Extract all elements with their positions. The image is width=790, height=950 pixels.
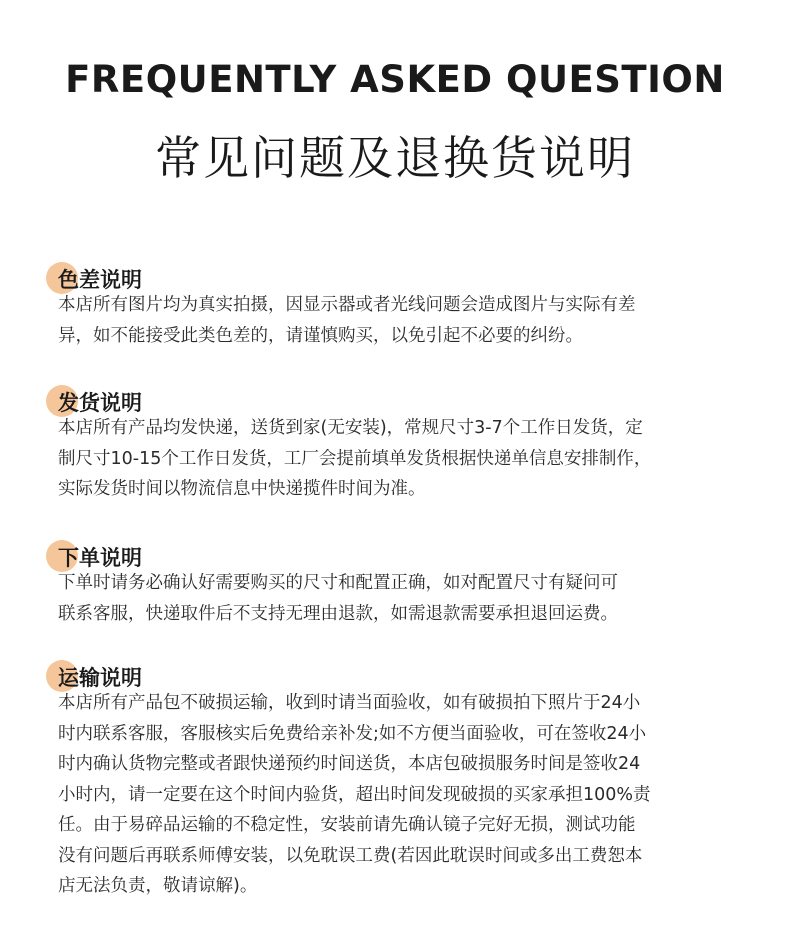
section-header bbox=[46, 262, 736, 290]
section-header bbox=[46, 660, 736, 688]
section-ordering bbox=[46, 540, 736, 629]
page-title-english: FREQUENTLY ASKED QUESTION bbox=[65, 58, 725, 101]
section-title: 下单说明 bbox=[58, 546, 142, 570]
section-header bbox=[46, 540, 736, 568]
page-title-chinese bbox=[155, 122, 635, 188]
section-header bbox=[46, 385, 736, 413]
section-body: 本店所有产品均发快递，送货到家(无安装)，常规尺寸3-7个工作日发货，定 制尺寸10-15个工作日发货，工厂会提前填单发货根据快递单信息安排制作， 实际发货时间以物流信息中快递揽件时间为准。 bbox=[58, 418, 652, 499]
section-shipping bbox=[46, 385, 736, 505]
page-title-chinese-text: 常见问题及退换货说明 bbox=[155, 131, 635, 185]
section-transport bbox=[46, 660, 736, 902]
section-body: 下单时请务必确认好需要购买的尺寸和配置正确，如对配置尺寸有疑问可 联系客服，快递取件后不支持无理由退款，如需退款需要承担退回运费。 bbox=[58, 573, 618, 624]
section-title: 色差说明 bbox=[58, 268, 142, 292]
section-title: 运输说明 bbox=[58, 666, 142, 690]
section-body: 本店所有图片均为真实拍摄，因显示器或者光线问题会造成图片与实际有差 异，如不能接受此类色差的，请谨慎购买，以免引起不必要的纠纷。 bbox=[58, 295, 636, 346]
section-body: 本店所有产品包不破损运输，收到时请当面验收，如有破损拍下照片于24小 时内联系客服，客服核实后免费给亲补发;如不方便当面验收，可在签收24小 时内确认货物完整或者跟快递预约时间送货，本店包破损服务时间是签收24 小时内，请一定要在这个时间内验货，超出时间发现破损的买家承担100%责 任。由于易碎品运输的不稳定性，安装前请先确认镜子完好无损，测试功能 没有问题后再联系师傅安装，以免耽误工费(若因此耽误时间或多出工费恕本 店无法负责，敬请谅解)。 bbox=[58, 693, 651, 896]
section-title: 发货说明 bbox=[58, 391, 142, 415]
page-title-chinese-wrapper bbox=[0, 122, 790, 188]
section-color-difference bbox=[46, 262, 736, 351]
